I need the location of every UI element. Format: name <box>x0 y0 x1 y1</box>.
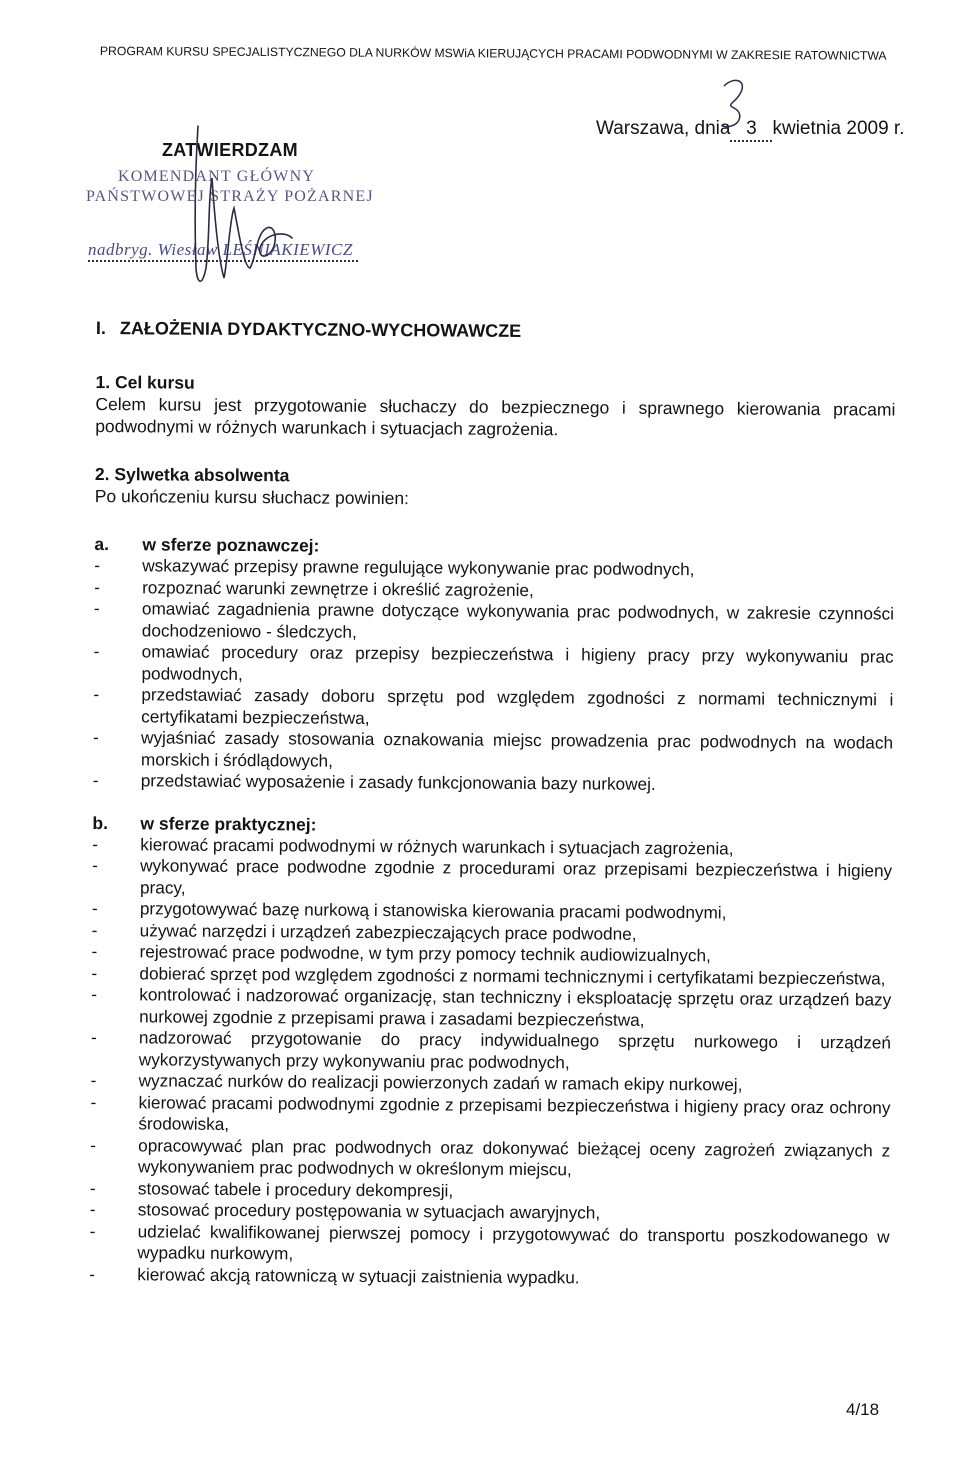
section-number: I. <box>95 318 107 339</box>
date-day: 3 <box>730 118 772 142</box>
running-header: PROGRAM KURSU SPECJALISTYCZNEGO DLA NURKÓW MSWiA KIERUJĄCYCH PRACAMI PODWODNYMI W ZAKRESIE RATOWNICTWA <box>99 44 887 63</box>
date-prefix: Warszawa, dnia <box>596 118 731 139</box>
list-item: - stosować procedury postępowania w sytuacjach awaryjnych, <box>90 1199 890 1226</box>
list-item: - kontrolować i nadzorować organizację, stan techniczny i eksploatację sprzętu oraz urządzeń bazy nurkowej zgodnie z przepisami prawa i zasadami bezpieczeństwa, <box>91 984 891 1033</box>
list-item: - przedstawiać zasady doboru sprzętu pod względem zgodności z normami technicznymi i certyfikatami bezpieczeństwa, <box>93 684 893 733</box>
list-item: - wyznaczać nurków do realizacji powierzonych zadań w ramach ekipy nurkowej, <box>91 1070 891 1097</box>
list-item: - nadzorować przygotowanie do pracy indywidualnego sprzętu nurkowego i urządzeń wykorzystywanych przy wykonywaniu prac podwodnych, <box>91 1027 891 1076</box>
document-body <box>89 318 896 1311</box>
handwritten-signature <box>78 118 398 298</box>
list-item: - kierować pracami podwodnymi zgodnie z przepisami bezpieczeństwa i higieny pracy oraz ochrony środowiska, <box>90 1091 890 1140</box>
section-title-text: ZAŁOŻENIA DYDAKTYCZNO-WYCHOWAWCZE <box>119 318 522 341</box>
approval-heading: ZATWIERDZAM <box>162 140 298 160</box>
graduate-profile-block <box>95 463 895 513</box>
list-item: - używać narzędzi i urządzeń zabezpieczających prace podwodne, <box>92 919 892 946</box>
list-item: - przedstawiać wyposażenie i zasady funkcjonowania bazy nurkowej. <box>93 770 893 797</box>
list-item: - udzielać kwalifikowanej pierwszej pomocy i przygotowywać do transportu poszkodowanego w wypadku nurkowym, <box>89 1220 889 1269</box>
list-item: - kierować akcją ratowniczą w sytuacji zaistnienia wypadku. <box>89 1263 889 1290</box>
course-goal-heading: 1. Cel kursu <box>95 371 195 393</box>
page-number: 4/18 <box>846 1400 880 1419</box>
section-title <box>96 318 896 345</box>
list-item: - kierować pracami podwodnymi w różnych warunkach i sytuacjach zagrożenia, <box>92 833 892 860</box>
cognitive-sphere <box>93 533 895 797</box>
practical-list <box>89 833 892 1290</box>
practical-letter: b. <box>92 812 109 833</box>
graduate-profile-heading: 2. Sylwetka absolwenta <box>94 463 290 486</box>
date-suffix: kwietnia 2009 r. <box>772 118 905 139</box>
list-item: - opracowywać plan prac podwodnych oraz dokonywać bieżącej oceny zagrożeń związanych z wykonywaniem prac podwodnych w określonym miejscu, <box>90 1134 890 1183</box>
list-item: - wykonywać prace podwodne zgodnie z procedurami oraz przepisami bezpieczeństwa i higieny pracy, <box>92 855 892 904</box>
place-and-date <box>596 118 905 142</box>
list-item: - rozpoznać warunki zewnętrze i określić zagrożenie, <box>94 576 894 603</box>
cognitive-list <box>93 555 895 797</box>
cognitive-heading-text: w sferze poznawczej: <box>142 534 320 556</box>
list-item: - omawiać procedury oraz przepisy bezpieczeństwa i higieny pracy przy wykonywaniu prac podwodnych, <box>93 641 893 690</box>
list-item: - przygotowywać bazę nurkową i stanowiska kierowania pracami podwodnymi, <box>92 898 892 925</box>
approval-block <box>78 128 398 288</box>
handwritten-day-mark <box>704 74 754 134</box>
stamp-line-1: KOMENDANT GŁÓWNY <box>118 168 316 185</box>
list-item: - wyjaśniać zasady stosowania oznakowania miejsc prowadzenia prac podwodnych na wodach morskich i śródlądowych, <box>93 727 893 776</box>
list-item: - stosować tabele i procedury dekompresji, <box>90 1177 890 1204</box>
practical-heading-text: w sferze praktycznej: <box>140 812 317 835</box>
list-item: - omawiać zagadnienia prawne dotyczące wykonywania prac podwodnych, w zakresie czynności dochodzeniowo - śledczych, <box>94 598 894 647</box>
practical-sphere <box>89 811 892 1290</box>
list-item: - rejestrować prace podwodne, w tym przy pomocy technik audiowizualnych, <box>92 941 892 968</box>
stamp-line-2: PAŃSTWOWEJ STRAŻY POŻARNEJ <box>86 188 374 205</box>
list-item: - dobierać sprzęt pod względem zgodności z normami technicznymi i certyfikatami bezpieczeństwa, <box>91 962 891 989</box>
graduate-profile-intro: Po ukończeniu kursu słuchacz powinien: <box>94 485 410 509</box>
cognitive-letter: a. <box>94 533 110 555</box>
course-goal-text: Celem kursu jest przygotowanie słuchaczy do bezpiecznego i sprawnego kierowania pracami podwodnymi w różnych warunkach i sytuacjach zagrożenia. <box>95 393 896 440</box>
list-item: - wskazywać przepisy prawne regulujące wykonywanie prac podwodnych, <box>94 555 894 582</box>
signatory-name: nadbryg. Wiesław LEŚNIAKIEWICZ <box>88 240 353 259</box>
course-goal-block <box>95 371 895 443</box>
